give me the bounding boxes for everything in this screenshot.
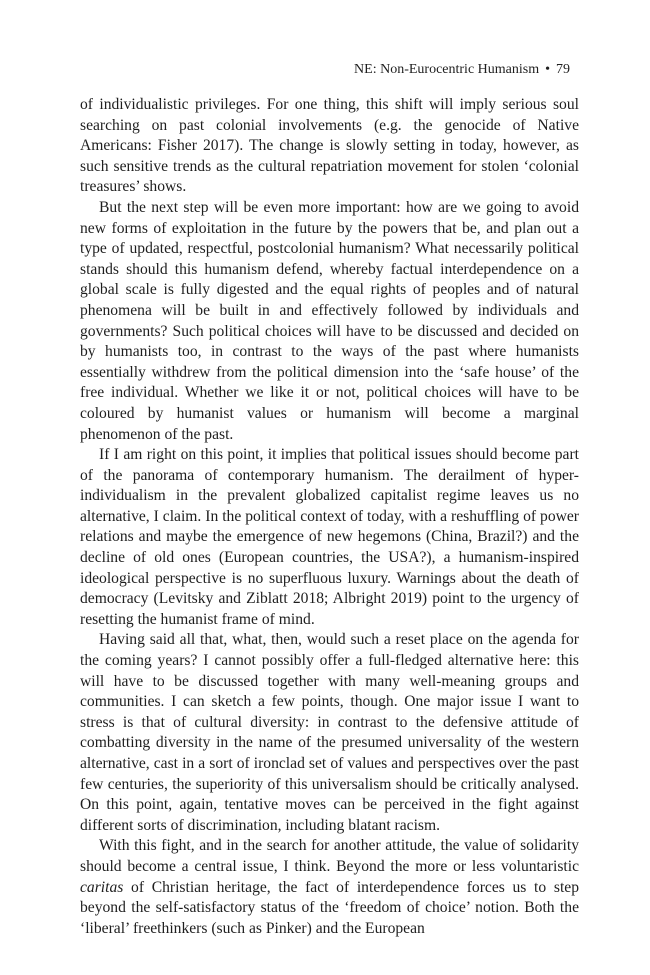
paragraph-text: With this fight, and in the search for another attitude, the value of solidarity should become a central issue, I think. Beyond the more or less voluntaristic (80, 837, 579, 875)
paragraph-text: Having said all that, what, then, would such a reset place on the agenda for the coming years? I cannot possibly offer a full-fledged alternative here: this will have to be discussed together with many well-meaning groups and communities. I can sketch a few points, though. One major issue I want to stress is that of cultural diversity: in contrast to the defensive attitude of combatting diversity in the name of the presumed universality of the western alternative, cast in a sort of ironclad set of values and perspectives over the past few centuries, the superiority of this universalism should be critically analysed. On this point, again, tentative moves can be perceived in the fight against different sorts of discrimination, including blatant racism. (80, 631, 579, 834)
running-head-separator: • (545, 62, 550, 77)
paragraph (80, 630, 579, 836)
paragraph (80, 836, 579, 939)
page-number: 79 (556, 62, 570, 77)
running-head-title: NE: Non-Eurocentric Humanism (354, 62, 540, 77)
paragraph (80, 445, 579, 630)
paragraph (80, 198, 579, 445)
paragraph-continued (80, 95, 579, 198)
body-text (80, 95, 579, 939)
italic-term: caritas (80, 878, 124, 896)
paragraph-text: But the next step will be even more important: how are we going to avoid new forms of exploitation in the future by the powers that be, and plan out a type of updated, respectful, postcolonial humanism? What necessarily political stands should this humanism defend, whereby factual interdependence on a global scale is fully digested and the equal rights of peoples and of natural phenomena will be built in and effectively followed by individuals and governments? Such political choices will have to be discussed and decided on by humanists too, in contrast to the ways of the past where humanists essentially withdrew from the political dimension into the ‘safe house’ of the free individual. Whether we like it or not, political choices will have to be coloured by humanist values or humanism will become a marginal phenomenon of the past. (80, 198, 579, 443)
paragraph-text: of Christian heritage, the fact of interdependence forces us to step beyond the self-satisfactory status of the ‘freedom of choice’ notion. Both the ‘liberal’ freethinkers (such as Pinker) and the European (80, 878, 579, 937)
paragraph-text: of individualistic privileges. For one thing, this shift will imply serious soul searching on past colonial involvements (e.g. the genocide of Native Americans: Fisher 2017). The change is slowly setting in today, however, as such sensitive trends as the cultural repatriation movement for stolen ‘colonial treasures’ shows. (80, 96, 579, 196)
paragraph-text: If I am right on this point, it implies that political issues should become part of the panorama of contemporary humanism. The derailment of hyper-individualism in the prevalent globalized capitalist regime leaves us no alternative, I claim. In the political context of today, with a reshuffling of power relations and maybe the emergence of new hegemons (China, Brazil?) and the decline of old ones (European countries, the USA?), a humanism-inspired ideological perspective is no superfluous luxury. Warnings about the death of democracy (Levitsky and Ziblatt 2018; Albright 2019) point to the urgency of resetting the humanist frame of mind. (80, 446, 579, 628)
running-head (354, 61, 570, 79)
